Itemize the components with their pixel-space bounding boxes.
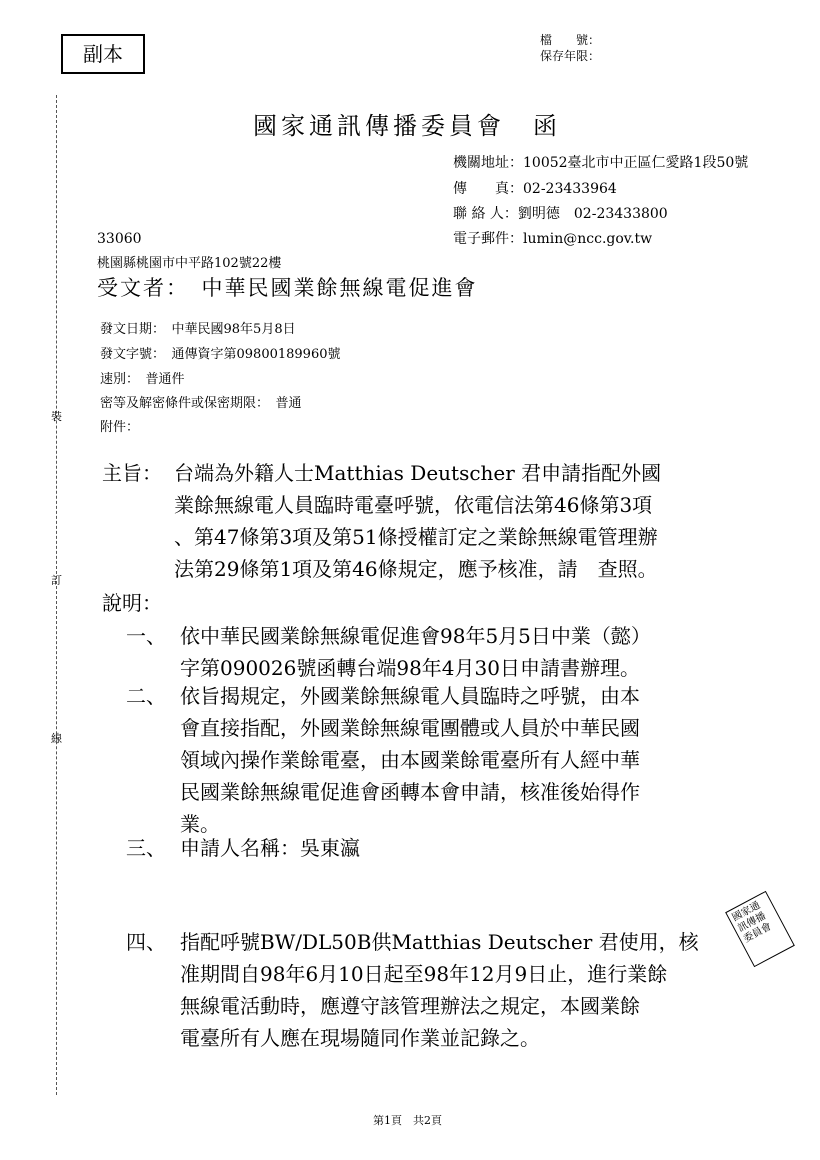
meta-speed: 速別： 普通件 <box>100 372 185 387</box>
file-number-block <box>540 32 600 64</box>
item-line: 准期間自98年6月10日起至98年12月9日止，進行業餘 <box>180 962 668 986</box>
item-line: 業。 <box>180 812 220 836</box>
contact-fax: 傳 真：02-23433964 <box>453 181 617 197</box>
item-line: 申請人名稱：吳東瀛 <box>180 836 360 860</box>
subject-line: 法第29條第1項及第46條規定，應予核准，請 查照。 <box>174 557 658 581</box>
subject-label: 主旨： <box>102 461 162 485</box>
meta-date: 發文日期： 中華民國98年5月8日 <box>100 322 296 337</box>
meta-attachment: 附件： <box>100 420 140 435</box>
meta-number: 發文字號： 通傳資字第09800189960號 <box>100 347 341 362</box>
recipient-address: 桃園縣桃園市中平路102號22樓 <box>97 256 282 271</box>
contact-email: 電子郵件：lumin@ncc.gov.tw <box>453 231 653 247</box>
item-line: 依旨揭規定，外國業餘無線電人員臨時之呼號，由本 <box>180 684 640 708</box>
item-number: 一、 <box>126 624 166 648</box>
item-line: 民國業餘無線電促進會函轉本會申請，核准後始得作 <box>180 780 640 804</box>
item-line: 字第090026號函轉台端98年4月30日申請書辦理。 <box>180 656 640 680</box>
item-line: 領域內操作業餘電臺，由本國業餘電臺所有人經中華 <box>180 748 640 772</box>
item-line: 指配呼號BW/DL50B供Matthias Deutscher 君使用，核 <box>180 930 699 954</box>
item-number: 四、 <box>126 930 166 954</box>
page-number: 第1頁 共2頁 <box>373 1114 442 1127</box>
item-line: 電臺所有人應在現場隨同作業並記錄之。 <box>180 1026 540 1050</box>
item-number: 三、 <box>126 836 166 860</box>
subject-line: 台端為外籍人士Matthias Deutscher 君申請指配外國 <box>174 461 662 485</box>
binding-mark-xian: 線 <box>51 732 62 745</box>
seal-text: 國家通訊傳播委員會 <box>730 899 774 945</box>
meta-security: 密等及解密條件或保密期限： 普通 <box>100 396 302 411</box>
document-title: 國家通訊傳播委員會 函 <box>253 112 561 140</box>
official-seal-stamp <box>725 891 795 967</box>
recipient-line: 受文者： 中華民國業餘無線電促進會 <box>97 276 478 300</box>
binding-mark-zhuang: 裝 <box>51 410 62 423</box>
item-number: 二、 <box>126 684 166 708</box>
contact-address: 機關地址：10052臺北市中正區仁愛路1段50號 <box>453 155 749 171</box>
retention-label: 保存年限： <box>540 49 601 63</box>
binding-mark-ding: 訂 <box>51 574 62 587</box>
recipient-zip: 33060 <box>97 231 142 247</box>
file-number-label: 檔 號： <box>540 33 601 47</box>
binding-margin-line <box>56 95 58 1095</box>
subject-line: 業餘無線電人員臨時電臺呼號，依電信法第46條第3項 <box>174 493 653 517</box>
item-line: 會直接指配，外國業餘無線電團體或人員於中華民國 <box>180 716 640 740</box>
explanation-label: 說明： <box>102 591 162 615</box>
subject-line: 、第47條第3項及第51條授權訂定之業餘無線電管理辦 <box>174 525 658 549</box>
contact-person: 聯 絡 人：劉明德 02-23433800 <box>453 206 668 222</box>
item-line: 依中華民國業餘無線電促進會98年5月5日中業（懿） <box>180 624 651 648</box>
item-line: 無線電活動時，應遵守該管理辦法之規定，本國業餘 <box>180 994 640 1018</box>
copy-label: 副本 <box>61 34 145 74</box>
